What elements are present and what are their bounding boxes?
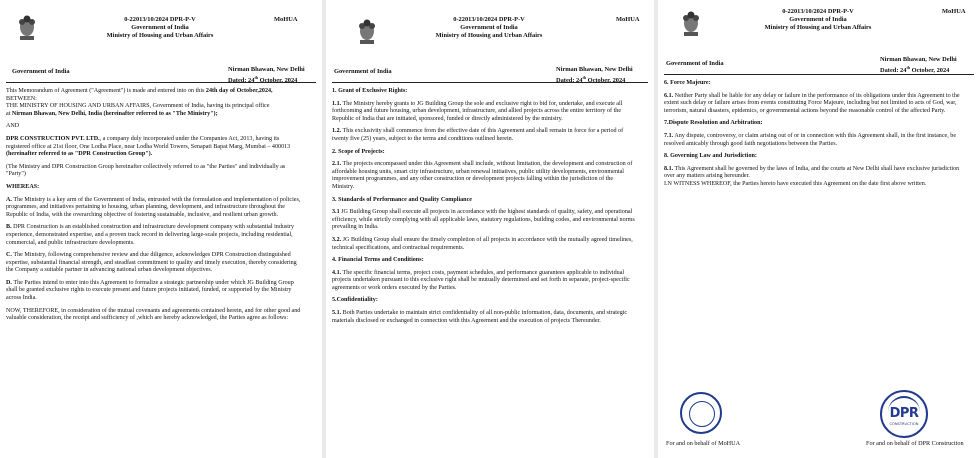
s5-title: 5.Confidentiality: bbox=[332, 297, 378, 304]
page1-body bbox=[6, 88, 304, 328]
s1-1: 1.1. The Ministry hereby grants to JG Building Group the sole and exclusive right to bid for, undertake, and execute all forthcoming and future housing, urban development, infrastructure, and allied projects across the entire territory of the Republic of India that are initiated, sponsored, funded or directly administered by the ministry. bbox=[332, 100, 623, 122]
header-rule bbox=[332, 82, 648, 83]
ref-number: 0-22013/10/2024 DPR-P-V bbox=[124, 16, 196, 23]
dated: Dated: 24th October, 2024 bbox=[556, 75, 626, 85]
and-line: AND bbox=[6, 123, 20, 130]
header-line-3: Ministry of Housing and Urban Affairs bbox=[106, 32, 214, 39]
location: Nirman Bhawan, New Delhi bbox=[556, 66, 633, 73]
national-emblem-icon bbox=[16, 12, 38, 42]
dpr-logo: DPR bbox=[889, 406, 919, 421]
page-3 bbox=[658, 0, 980, 458]
s7-1: 7.1. Any dispute, controversy, or claim arising out of or in connection with this Agreement shall, in the first instance, be resolved amicably through good faith negotiations between the Parties. bbox=[664, 132, 957, 147]
header-rule bbox=[664, 74, 974, 75]
dated: Dated: 24th October, 2024 bbox=[880, 65, 950, 75]
recital-b: B. DPR Construction is an established construction and infrastructure development company with substantial industry experience, demonstrated expertise, and a proven track record in delivering large-scale projects, including residential, commercial, and public infrastructure developments. bbox=[6, 224, 295, 246]
s5-1: 5.1. Both Parties undertake to maintain strict confidentiality of all non-public information, data, documents, and strategic materials disclosed or exchanged in connection with this Agreement and the execution of projects Thereunder. bbox=[332, 310, 628, 324]
org-code: MoHUA bbox=[942, 8, 966, 15]
gov-label: Government of India bbox=[334, 68, 392, 75]
recital-c: C. The Ministry, following comprehensive review and due diligence, acknowledges DPR Construction distinguished expertise, substantial financial strength, and steadfast commitment to quality and timely execution, thereby considering the Company a suitable partner in advancing national urban development objectives. bbox=[6, 252, 297, 274]
intro: This Memorandum of Agreement ("Agreement") is made and entered into on this 24th day of October,2024, BETWEEN: THE MINISTRY OF HOUSING AND URBAN AFFAIRS, Government of India, having its principal office at Nirman Bhawan, New Delhi, India (hereinafter referred to as "The Ministry"); bbox=[6, 88, 273, 117]
sig-left: For and on behalf of MoHUA bbox=[666, 440, 741, 447]
org-code: MoHUA bbox=[616, 16, 640, 23]
dated: Dated: 24th October, 2024 bbox=[228, 75, 298, 85]
page3-body bbox=[664, 80, 962, 194]
s6-title: 6. Force Majeure: bbox=[664, 80, 711, 86]
dpr-party: DPR CONSTRUCTION PVT. LTD., a company duly incorporated under the Companies Act, 2013, having its registered office at 21st floor, One Lodha Place, near Lodha World Towers, Senapati Bapat Marg, Mumbai – 400013 (hereinafter referred to as "DPR Construction Group"). bbox=[6, 135, 291, 158]
national-emblem-icon bbox=[680, 8, 702, 38]
s8-title: 8. Governing Law and Jurisdiction: bbox=[664, 153, 757, 160]
s3-title: 3. Standards of Performance and Quality Compliance bbox=[332, 196, 472, 203]
header-center bbox=[406, 16, 572, 40]
s8-1: 8.1. This Agreement shall be governed by the laws of India, and the courts at New Delhi shall have exclusive jurisdiction over any matters arising hereunder. I.N WITNESS WHEREOF, the Parties hereto have executed this Agreement on the date first above written. bbox=[664, 165, 960, 187]
header-line-2: Government of India bbox=[789, 16, 847, 23]
whereas-heading: WHEREAS: bbox=[6, 183, 40, 190]
parties-def: (The Ministry and DPR Construction Group hereinafter collectively referred to as "the Parties" and individually as "Party") bbox=[6, 163, 286, 178]
recital-a: A. The Ministry is a key arm of the Government of India, entrusted with the formulation and implementation of policies, programmes, and initiatives pertaining to housing, urban planning, development, and infrastructure throughout the Republic of India, with the overarching objective of fostering sustainable, inclusive, and resilient urban growth. bbox=[6, 196, 301, 218]
page-1 bbox=[0, 0, 322, 458]
seal-inner-ring bbox=[689, 401, 715, 427]
page2-body bbox=[332, 88, 636, 330]
s2-title: 2. Scope of Projects: bbox=[332, 148, 385, 155]
location: Nirman Bhawan, New Delhi bbox=[880, 56, 957, 63]
s6-1: 6.1. Neither Party shall be liable for any delay or failure in the performance of its obligations under this Agreement to the extent such delay or failure arises from events constituting Force Majeure, including but not limited to acts of God, war, terrorism, natural disasters, epidemics, or governmental actions beyond the reasonable control of the affected Party. bbox=[664, 92, 960, 114]
header-center bbox=[80, 16, 240, 40]
ref-number: 0-22013/10/2024 DPR-P-V bbox=[782, 8, 854, 15]
s3-2: 3.2. JG Building Group shall ensure the timely completion of all projects in accordance with the mutually agreed timelines, technical specifications, and contractual requirements. bbox=[332, 236, 633, 251]
ref-number: 0-22013/10/2024 DPR-P-V bbox=[453, 16, 525, 23]
dpr-seal bbox=[880, 390, 928, 438]
national-emblem-icon bbox=[356, 16, 378, 46]
gov-label: Government of India bbox=[12, 68, 70, 75]
recital-d: D. The Parties intend to enter into this Agreement to formalize a strategic partnership under which JG Building Group shall be granted exclusive rights to execute present and future projects initiated, funded, or supported by the Ministry across India. bbox=[6, 279, 294, 302]
gov-label: Government of India bbox=[666, 60, 724, 67]
page-2 bbox=[326, 0, 654, 458]
header-line-2: Government of India bbox=[460, 24, 518, 31]
now-therefore: NOW, THEREFORE, in consideration of the mutual covenants and agreements contained herein, and for other good and valuable consideration, the receipt and sufficiency of ,which are hereby acknowledged, the Parties agree as follows: bbox=[6, 307, 301, 322]
s1-title: 1. Grant of Exclusive Rights: bbox=[332, 88, 408, 94]
dpr-logo-sub: CONSTRUCTION bbox=[889, 422, 919, 426]
header-line-3: Ministry of Housing and Urban Affairs bbox=[435, 32, 543, 39]
org-code: MoHUA bbox=[274, 16, 298, 23]
s4-title: 4. Financial Terms and Conditions: bbox=[332, 257, 424, 264]
location-block bbox=[880, 56, 957, 75]
s1-2: 1.2. This exclusivity shall commence from the effective date of this Agreement and shall remain in force for a period of twenty five (25) years, subject to the terms and conditions outlined herein. bbox=[332, 128, 624, 142]
location: Nirman Bhawan, New Delhi bbox=[228, 66, 305, 73]
witness: I.N WITNESS WHEREOF, the Parties hereto have executed this Agreement on the date first above written. bbox=[664, 180, 927, 187]
header-line-2: Government of India bbox=[131, 24, 189, 31]
s3-1: 3.1 JG Building Group shall execute all projects in accordance with the highest standards of quality, safety, and operational efficiency, while strictly complying with all applicable laws, statutory regulations, building codes, and environmental norms prevailing in India. bbox=[332, 209, 635, 231]
s4-1: 4.1. The specific financial terms, project costs, payment schedules, and performance guarantees applicable to individual projects undertaken pursuant to this exclusive right shall be mutually determined and set forth in separate, project-specific agreements or work orders executed by the Parties. bbox=[332, 269, 630, 291]
sig-right: For and on behalf of DPR Construction bbox=[866, 440, 964, 447]
header-line-3: Ministry of Housing and Urban Affairs bbox=[764, 24, 872, 31]
s2-1: 2.1. The projects encompassed under this Agreement shall include, without limitation, the development and construction of affordable housing units, smart city infrastructure, urban renewal initiatives, public utility developments, environmental improvement programmes, and any other construction or development projects falling within the jurisdiction of the Ministry. bbox=[332, 161, 633, 190]
ministry-seal bbox=[680, 392, 722, 434]
header-center bbox=[738, 8, 898, 32]
s7-title: 7.Dispute Resolution and Arbitration: bbox=[664, 120, 763, 127]
header-rule bbox=[6, 82, 316, 83]
